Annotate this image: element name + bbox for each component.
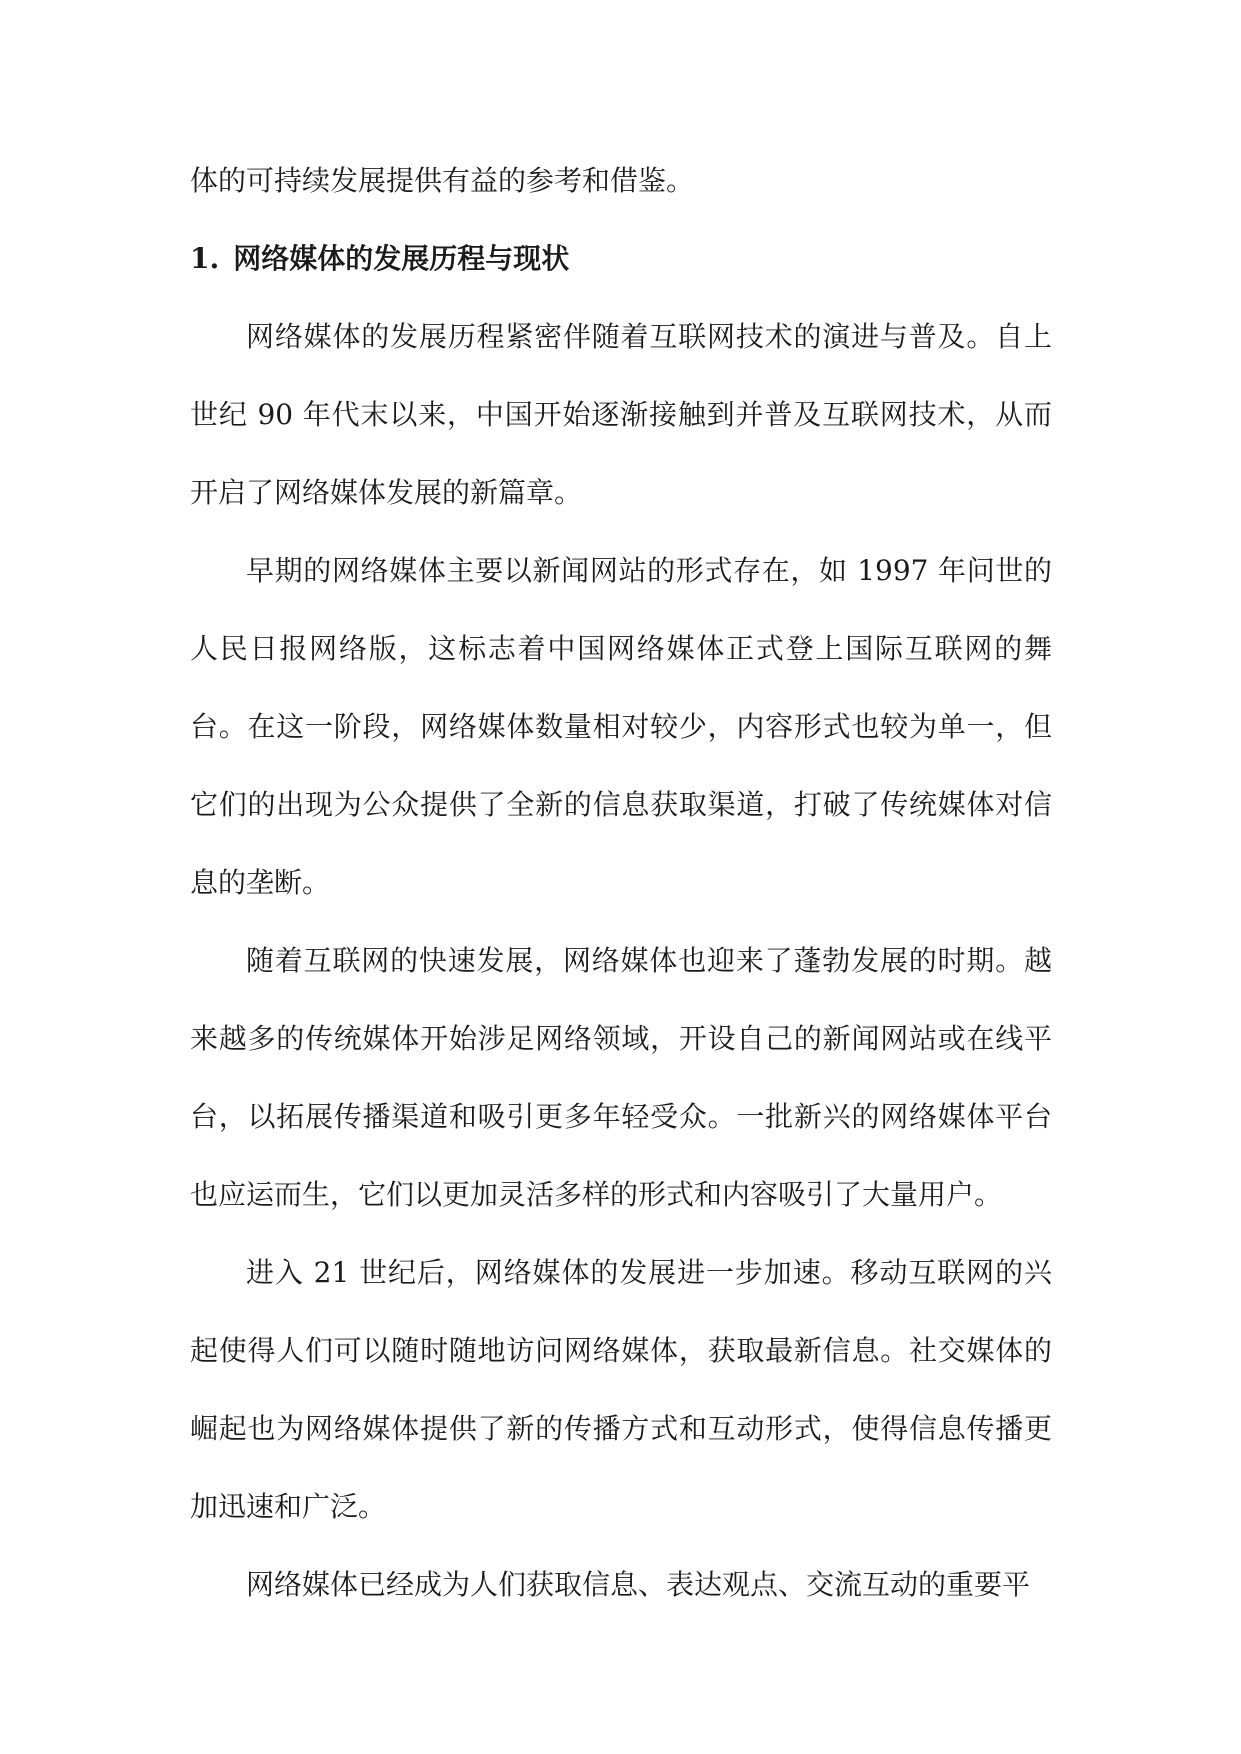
section-title: 网络媒体的发展历程与现状 bbox=[233, 242, 570, 275]
paragraph-4: 进入 21 世纪后，网络媒体的发展进一步加速。移动互联网的兴起使得人们可以随时随地访问网络媒体，获取最新信息。社交媒体的崛起也为网络媒体提供了新的传播方式和互动形式，使得信息传播更加迅速和广泛。 bbox=[190, 1256, 1052, 1523]
paragraph-2: 早期的网络媒体主要以新闻网站的形式存在，如 1997 年问世的人民日报网络版，这标志着中国网络媒体正式登上国际互联网的舞台。在这一阶段，网络媒体数量相对较少，内容形式也较为单一，但它们的出现为公众提供了全新的信息获取渠道，打破了传统媒体对信息的垄断。 bbox=[190, 554, 1052, 899]
section-heading bbox=[190, 220, 1052, 298]
section-number: 1. bbox=[190, 242, 220, 275]
continuation-paragraph: 体的可持续发展提供有益的参考和借鉴。 bbox=[190, 164, 695, 197]
paragraph-5: 网络媒体已经成为人们获取信息、表达观点、交流互动的重要平 bbox=[246, 1568, 1031, 1601]
paragraph-1: 网络媒体的发展历程紧密伴随着互联网技术的演进与普及。自上世纪 90 年代末以来，中国开始逐渐接触到并普及互联网技术，从而开启了网络媒体发展的新篇章。 bbox=[190, 320, 1052, 509]
paragraph-3: 随着互联网的快速发展，网络媒体也迎来了蓬勃发展的时期。越来越多的传统媒体开始涉足网络领域，开设自己的新闻网站或在线平台，以拓展传播渠道和吸引更多年轻受众。一批新兴的网络媒体平台也应运而生，它们以更加灵活多样的形式和内容吸引了大量用户。 bbox=[190, 944, 1052, 1211]
document-body bbox=[190, 142, 1052, 1624]
